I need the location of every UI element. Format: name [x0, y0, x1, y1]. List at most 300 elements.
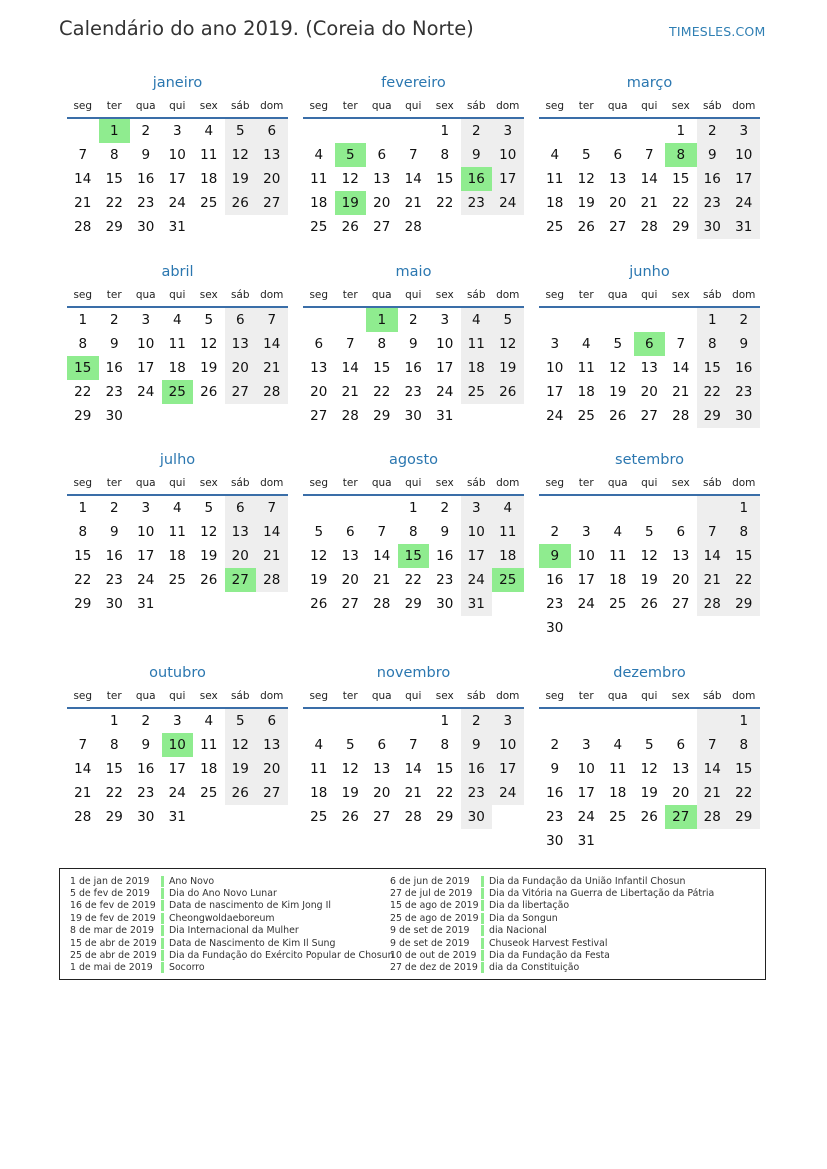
day-cell[interactable]: 26: [640, 596, 658, 612]
day-cell[interactable]: 22: [373, 384, 391, 400]
day-cell[interactable]: 30: [546, 833, 564, 849]
holiday-day-cell[interactable]: 27: [225, 568, 257, 592]
day-cell[interactable]: 10: [137, 336, 155, 352]
day-cell[interactable]: 16: [728, 356, 760, 380]
day-cell[interactable]: 11: [168, 336, 186, 352]
day-cell[interactable]: 15: [436, 761, 454, 777]
holiday-day-cell[interactable]: 27: [665, 805, 697, 829]
day-cell[interactable]: 24: [546, 408, 564, 424]
holiday-day-cell[interactable]: 1: [366, 308, 398, 332]
day-cell[interactable]: 18: [492, 544, 524, 568]
day-cell[interactable]: 1: [78, 500, 88, 516]
day-cell[interactable]: 2: [440, 500, 450, 516]
day-cell[interactable]: 15: [105, 761, 123, 777]
day-cell[interactable]: 27: [672, 596, 690, 612]
day-cell[interactable]: 15: [697, 356, 729, 380]
day-cell[interactable]: 13: [609, 171, 627, 187]
day-cell[interactable]: 9: [461, 733, 493, 757]
day-cell[interactable]: 27: [310, 408, 328, 424]
day-cell[interactable]: 22: [404, 572, 422, 588]
day-cell[interactable]: 1: [728, 496, 760, 520]
day-cell[interactable]: 15: [436, 171, 454, 187]
day-cell[interactable]: 15: [672, 171, 690, 187]
day-cell[interactable]: 19: [640, 572, 658, 588]
day-cell[interactable]: 23: [546, 596, 564, 612]
day-cell[interactable]: 24: [168, 785, 186, 801]
day-cell[interactable]: 22: [728, 568, 760, 592]
day-cell[interactable]: 14: [697, 757, 729, 781]
day-cell[interactable]: 22: [697, 380, 729, 404]
day-cell[interactable]: 13: [256, 143, 288, 167]
day-cell[interactable]: 7: [345, 336, 355, 352]
day-cell[interactable]: 8: [78, 336, 88, 352]
day-cell[interactable]: 13: [310, 360, 328, 376]
day-cell[interactable]: 2: [109, 312, 119, 328]
day-cell[interactable]: 25: [310, 809, 328, 825]
day-cell[interactable]: 13: [341, 548, 359, 564]
day-cell[interactable]: 18: [546, 195, 564, 211]
day-cell[interactable]: 27: [373, 219, 391, 235]
day-cell[interactable]: 20: [225, 544, 257, 568]
day-cell[interactable]: 2: [141, 713, 151, 729]
day-cell[interactable]: 21: [404, 195, 422, 211]
day-cell[interactable]: 28: [256, 380, 288, 404]
day-cell[interactable]: 18: [310, 785, 328, 801]
day-cell[interactable]: 6: [613, 147, 623, 163]
holiday-day-cell[interactable]: 1: [99, 119, 131, 143]
day-cell[interactable]: 23: [137, 785, 155, 801]
day-cell[interactable]: 24: [137, 572, 155, 588]
day-cell[interactable]: 15: [373, 360, 391, 376]
day-cell[interactable]: 27: [373, 809, 391, 825]
day-cell[interactable]: 21: [640, 195, 658, 211]
day-cell[interactable]: 3: [172, 713, 182, 729]
holiday-day-cell[interactable]: 19: [335, 191, 367, 215]
day-cell[interactable]: 6: [345, 524, 355, 540]
day-cell[interactable]: 2: [550, 524, 560, 540]
day-cell[interactable]: 9: [728, 332, 760, 356]
day-cell[interactable]: 27: [609, 219, 627, 235]
day-cell[interactable]: 29: [697, 404, 729, 428]
day-cell[interactable]: 27: [256, 191, 288, 215]
day-cell[interactable]: 17: [492, 167, 524, 191]
day-cell[interactable]: 9: [697, 143, 729, 167]
day-cell[interactable]: 26: [225, 781, 257, 805]
holiday-day-cell[interactable]: 25: [492, 568, 524, 592]
day-cell[interactable]: 2: [697, 119, 729, 143]
holiday-day-cell[interactable]: 10: [162, 733, 194, 757]
day-cell[interactable]: 19: [577, 195, 595, 211]
day-cell[interactable]: 11: [577, 360, 595, 376]
day-cell[interactable]: 11: [310, 171, 328, 187]
day-cell[interactable]: 14: [74, 171, 92, 187]
day-cell[interactable]: 7: [377, 524, 387, 540]
day-cell[interactable]: 20: [672, 572, 690, 588]
day-cell[interactable]: 7: [78, 147, 88, 163]
holiday-day-cell[interactable]: 8: [665, 143, 697, 167]
day-cell[interactable]: 8: [78, 524, 88, 540]
day-cell[interactable]: 27: [640, 408, 658, 424]
day-cell[interactable]: 12: [310, 548, 328, 564]
day-cell[interactable]: 27: [256, 781, 288, 805]
day-cell[interactable]: 19: [609, 384, 627, 400]
day-cell[interactable]: 30: [436, 596, 454, 612]
day-cell[interactable]: 30: [105, 408, 123, 424]
day-cell[interactable]: 29: [404, 596, 422, 612]
day-cell[interactable]: 10: [492, 143, 524, 167]
day-cell[interactable]: 10: [436, 336, 454, 352]
day-cell[interactable]: 12: [577, 171, 595, 187]
day-cell[interactable]: 28: [256, 568, 288, 592]
day-cell[interactable]: 5: [345, 737, 355, 753]
day-cell[interactable]: 29: [436, 809, 454, 825]
day-cell[interactable]: 14: [256, 520, 288, 544]
day-cell[interactable]: 31: [436, 408, 454, 424]
day-cell[interactable]: 28: [341, 408, 359, 424]
day-cell[interactable]: 7: [676, 336, 686, 352]
day-cell[interactable]: 17: [137, 548, 155, 564]
day-cell[interactable]: 18: [168, 360, 186, 376]
day-cell[interactable]: 23: [546, 809, 564, 825]
day-cell[interactable]: 21: [74, 785, 92, 801]
day-cell[interactable]: 8: [408, 524, 418, 540]
day-cell[interactable]: 25: [546, 219, 564, 235]
day-cell[interactable]: 10: [728, 143, 760, 167]
day-cell[interactable]: 17: [436, 360, 454, 376]
day-cell[interactable]: 18: [200, 171, 218, 187]
day-cell[interactable]: 24: [436, 384, 454, 400]
day-cell[interactable]: 26: [577, 219, 595, 235]
day-cell[interactable]: 19: [310, 572, 328, 588]
day-cell[interactable]: 19: [640, 785, 658, 801]
day-cell[interactable]: 1: [78, 312, 88, 328]
day-cell[interactable]: 14: [640, 171, 658, 187]
day-cell[interactable]: 2: [550, 737, 560, 753]
day-cell[interactable]: 2: [461, 709, 493, 733]
day-cell[interactable]: 8: [109, 737, 119, 753]
day-cell[interactable]: 20: [256, 167, 288, 191]
day-cell[interactable]: 14: [373, 548, 391, 564]
day-cell[interactable]: 28: [697, 805, 729, 829]
day-cell[interactable]: 1: [676, 123, 686, 139]
day-cell[interactable]: 16: [105, 360, 123, 376]
day-cell[interactable]: 16: [436, 548, 454, 564]
day-cell[interactable]: 16: [137, 171, 155, 187]
day-cell[interactable]: 25: [200, 195, 218, 211]
day-cell[interactable]: 16: [546, 572, 564, 588]
day-cell[interactable]: 16: [137, 761, 155, 777]
day-cell[interactable]: 10: [577, 761, 595, 777]
day-cell[interactable]: 18: [168, 548, 186, 564]
day-cell[interactable]: 17: [461, 544, 493, 568]
day-cell[interactable]: 3: [728, 119, 760, 143]
day-cell[interactable]: 24: [728, 191, 760, 215]
day-cell[interactable]: 11: [200, 147, 218, 163]
day-cell[interactable]: 11: [310, 761, 328, 777]
day-cell[interactable]: 11: [168, 524, 186, 540]
day-cell[interactable]: 21: [256, 544, 288, 568]
day-cell[interactable]: 12: [609, 360, 627, 376]
day-cell[interactable]: 3: [492, 119, 524, 143]
day-cell[interactable]: 30: [137, 809, 155, 825]
day-cell[interactable]: 6: [676, 737, 686, 753]
day-cell[interactable]: 23: [728, 380, 760, 404]
day-cell[interactable]: 24: [492, 781, 524, 805]
day-cell[interactable]: 1: [408, 500, 418, 516]
day-cell[interactable]: 3: [581, 737, 591, 753]
day-cell[interactable]: 10: [461, 520, 493, 544]
day-cell[interactable]: 19: [200, 360, 218, 376]
day-cell[interactable]: 16: [404, 360, 422, 376]
day-cell[interactable]: 16: [697, 167, 729, 191]
day-cell[interactable]: 26: [341, 219, 359, 235]
day-cell[interactable]: 7: [78, 737, 88, 753]
day-cell[interactable]: 28: [74, 809, 92, 825]
day-cell[interactable]: 4: [172, 312, 182, 328]
day-cell[interactable]: 9: [141, 147, 151, 163]
day-cell[interactable]: 20: [640, 384, 658, 400]
day-cell[interactable]: 24: [168, 195, 186, 211]
day-cell[interactable]: 25: [310, 219, 328, 235]
day-cell[interactable]: 27: [225, 380, 257, 404]
day-cell[interactable]: 28: [74, 219, 92, 235]
day-cell[interactable]: 13: [672, 761, 690, 777]
day-cell[interactable]: 24: [461, 568, 493, 592]
day-cell[interactable]: 14: [341, 360, 359, 376]
day-cell[interactable]: 14: [672, 360, 690, 376]
day-cell[interactable]: 5: [492, 308, 524, 332]
day-cell[interactable]: 11: [492, 520, 524, 544]
day-cell[interactable]: 12: [341, 761, 359, 777]
day-cell[interactable]: 3: [461, 496, 493, 520]
day-cell[interactable]: 24: [577, 596, 595, 612]
day-cell[interactable]: 12: [341, 171, 359, 187]
day-cell[interactable]: 3: [141, 500, 151, 516]
day-cell[interactable]: 22: [436, 195, 454, 211]
day-cell[interactable]: 7: [408, 737, 418, 753]
day-cell[interactable]: 29: [74, 408, 92, 424]
day-cell[interactable]: 5: [225, 119, 257, 143]
day-cell[interactable]: 7: [644, 147, 654, 163]
day-cell[interactable]: 14: [404, 761, 422, 777]
day-cell[interactable]: 17: [168, 761, 186, 777]
day-cell[interactable]: 12: [492, 332, 524, 356]
day-cell[interactable]: 29: [728, 805, 760, 829]
day-cell[interactable]: 3: [550, 336, 560, 352]
holiday-day-cell[interactable]: 15: [67, 356, 99, 380]
day-cell[interactable]: 13: [373, 171, 391, 187]
day-cell[interactable]: 19: [341, 785, 359, 801]
day-cell[interactable]: 6: [256, 709, 288, 733]
day-cell[interactable]: 23: [404, 384, 422, 400]
day-cell[interactable]: 4: [204, 123, 214, 139]
day-cell[interactable]: 21: [74, 195, 92, 211]
day-cell[interactable]: 17: [577, 572, 595, 588]
day-cell[interactable]: 11: [461, 332, 493, 356]
day-cell[interactable]: 17: [546, 384, 564, 400]
day-cell[interactable]: 27: [341, 596, 359, 612]
day-cell[interactable]: 18: [577, 384, 595, 400]
day-cell[interactable]: 1: [728, 709, 760, 733]
day-cell[interactable]: 25: [168, 572, 186, 588]
day-cell[interactable]: 25: [609, 809, 627, 825]
day-cell[interactable]: 17: [492, 757, 524, 781]
day-cell[interactable]: 15: [105, 171, 123, 187]
day-cell[interactable]: 29: [728, 592, 760, 616]
day-cell[interactable]: 25: [200, 785, 218, 801]
day-cell[interactable]: 10: [492, 733, 524, 757]
day-cell[interactable]: 17: [577, 785, 595, 801]
day-cell[interactable]: 7: [697, 520, 729, 544]
day-cell[interactable]: 14: [697, 544, 729, 568]
day-cell[interactable]: 31: [137, 596, 155, 612]
site-link[interactable]: TIMESLES.COM: [669, 24, 766, 39]
day-cell[interactable]: 6: [377, 737, 387, 753]
day-cell[interactable]: 18: [200, 761, 218, 777]
day-cell[interactable]: 29: [105, 809, 123, 825]
day-cell[interactable]: 4: [613, 524, 623, 540]
day-cell[interactable]: 26: [341, 809, 359, 825]
day-cell[interactable]: 26: [225, 191, 257, 215]
day-cell[interactable]: 16: [105, 548, 123, 564]
day-cell[interactable]: 30: [461, 805, 493, 829]
day-cell[interactable]: 3: [141, 312, 151, 328]
day-cell[interactable]: 8: [697, 332, 729, 356]
day-cell[interactable]: 24: [577, 809, 595, 825]
day-cell[interactable]: 28: [672, 408, 690, 424]
day-cell[interactable]: 3: [440, 312, 450, 328]
day-cell[interactable]: 3: [172, 123, 182, 139]
day-cell[interactable]: 23: [105, 572, 123, 588]
day-cell[interactable]: 12: [640, 548, 658, 564]
day-cell[interactable]: 5: [613, 336, 623, 352]
day-cell[interactable]: 24: [492, 191, 524, 215]
day-cell[interactable]: 31: [728, 215, 760, 239]
day-cell[interactable]: 7: [256, 308, 288, 332]
day-cell[interactable]: 14: [74, 761, 92, 777]
day-cell[interactable]: 21: [404, 785, 422, 801]
day-cell[interactable]: 8: [440, 737, 450, 753]
day-cell[interactable]: 4: [613, 737, 623, 753]
day-cell[interactable]: 6: [256, 119, 288, 143]
day-cell[interactable]: 8: [728, 520, 760, 544]
day-cell[interactable]: 7: [408, 147, 418, 163]
day-cell[interactable]: 2: [109, 500, 119, 516]
day-cell[interactable]: 29: [672, 219, 690, 235]
day-cell[interactable]: 18: [609, 572, 627, 588]
day-cell[interactable]: 13: [672, 548, 690, 564]
day-cell[interactable]: 12: [225, 143, 257, 167]
day-cell[interactable]: 9: [141, 737, 151, 753]
day-cell[interactable]: 2: [461, 119, 493, 143]
day-cell[interactable]: 20: [609, 195, 627, 211]
day-cell[interactable]: 13: [256, 733, 288, 757]
day-cell[interactable]: 18: [609, 785, 627, 801]
day-cell[interactable]: 25: [577, 408, 595, 424]
day-cell[interactable]: 9: [440, 524, 450, 540]
day-cell[interactable]: 20: [256, 757, 288, 781]
day-cell[interactable]: 18: [461, 356, 493, 380]
day-cell[interactable]: 15: [74, 548, 92, 564]
day-cell[interactable]: 2: [141, 123, 151, 139]
day-cell[interactable]: 6: [225, 308, 257, 332]
day-cell[interactable]: 25: [461, 380, 493, 404]
day-cell[interactable]: 23: [436, 572, 454, 588]
day-cell[interactable]: 17: [168, 171, 186, 187]
day-cell[interactable]: 7: [697, 733, 729, 757]
day-cell[interactable]: 5: [204, 500, 214, 516]
day-cell[interactable]: 6: [676, 524, 686, 540]
day-cell[interactable]: 23: [697, 191, 729, 215]
day-cell[interactable]: 9: [550, 761, 560, 777]
day-cell[interactable]: 30: [137, 219, 155, 235]
holiday-day-cell[interactable]: 5: [335, 143, 367, 167]
day-cell[interactable]: 6: [225, 496, 257, 520]
day-cell[interactable]: 21: [341, 384, 359, 400]
day-cell[interactable]: 28: [404, 219, 422, 235]
day-cell[interactable]: 10: [168, 147, 186, 163]
day-cell[interactable]: 20: [373, 195, 391, 211]
holiday-day-cell[interactable]: 25: [162, 380, 194, 404]
day-cell[interactable]: 22: [105, 785, 123, 801]
day-cell[interactable]: 5: [644, 737, 654, 753]
day-cell[interactable]: 26: [492, 380, 524, 404]
day-cell[interactable]: 22: [728, 781, 760, 805]
holiday-day-cell[interactable]: 16: [461, 167, 493, 191]
day-cell[interactable]: 8: [109, 147, 119, 163]
day-cell[interactable]: 2: [728, 308, 760, 332]
day-cell[interactable]: 4: [461, 308, 493, 332]
day-cell[interactable]: 14: [256, 332, 288, 356]
day-cell[interactable]: 26: [200, 384, 218, 400]
day-cell[interactable]: 23: [137, 195, 155, 211]
day-cell[interactable]: 8: [377, 336, 387, 352]
day-cell[interactable]: 12: [225, 733, 257, 757]
day-cell[interactable]: 4: [492, 496, 524, 520]
day-cell[interactable]: 11: [609, 548, 627, 564]
day-cell[interactable]: 17: [137, 360, 155, 376]
day-cell[interactable]: 12: [200, 336, 218, 352]
day-cell[interactable]: 12: [200, 524, 218, 540]
day-cell[interactable]: 9: [109, 524, 119, 540]
day-cell[interactable]: 8: [440, 147, 450, 163]
day-cell[interactable]: 23: [105, 384, 123, 400]
day-cell[interactable]: 10: [577, 548, 595, 564]
day-cell[interactable]: 30: [697, 215, 729, 239]
day-cell[interactable]: 4: [314, 737, 324, 753]
day-cell[interactable]: 10: [546, 360, 564, 376]
day-cell[interactable]: 22: [436, 785, 454, 801]
day-cell[interactable]: 15: [728, 757, 760, 781]
day-cell[interactable]: 9: [461, 143, 493, 167]
day-cell[interactable]: 11: [546, 171, 564, 187]
day-cell[interactable]: 15: [728, 544, 760, 568]
day-cell[interactable]: 31: [461, 592, 493, 616]
day-cell[interactable]: 31: [168, 219, 186, 235]
day-cell[interactable]: 30: [546, 620, 564, 636]
day-cell[interactable]: 19: [200, 548, 218, 564]
day-cell[interactable]: 28: [640, 219, 658, 235]
day-cell[interactable]: 20: [225, 356, 257, 380]
day-cell[interactable]: 22: [74, 384, 92, 400]
day-cell[interactable]: 4: [204, 713, 214, 729]
day-cell[interactable]: 31: [168, 809, 186, 825]
day-cell[interactable]: 18: [310, 195, 328, 211]
day-cell[interactable]: 8: [728, 733, 760, 757]
day-cell[interactable]: 13: [373, 761, 391, 777]
day-cell[interactable]: 17: [728, 167, 760, 191]
day-cell[interactable]: 3: [581, 524, 591, 540]
